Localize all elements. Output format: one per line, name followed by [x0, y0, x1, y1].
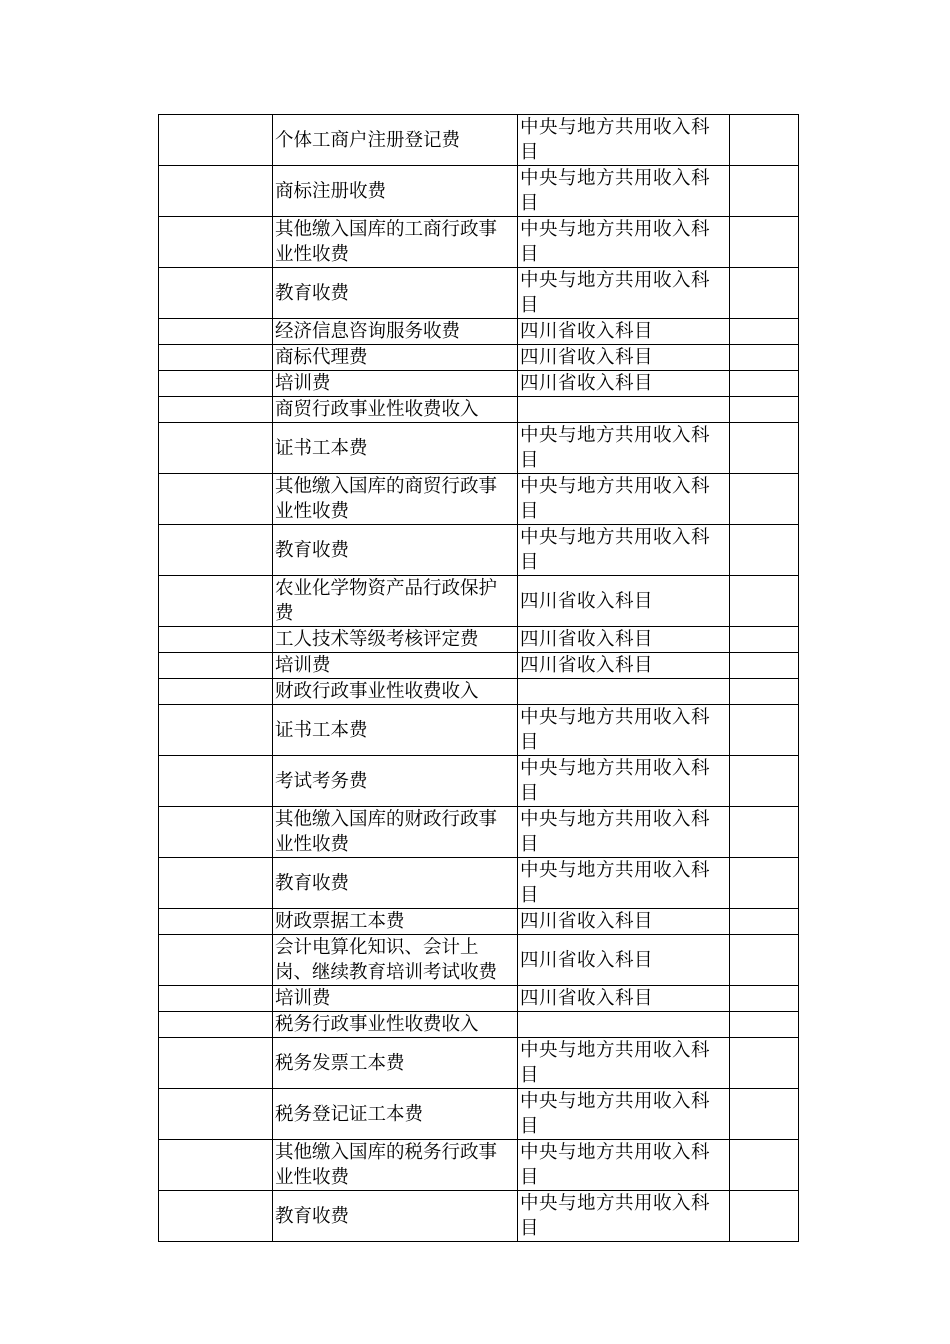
table-row	[159, 986, 799, 1012]
table-row	[159, 217, 799, 268]
table-row	[159, 756, 799, 807]
code-cell	[159, 115, 273, 166]
table-row	[159, 576, 799, 627]
category-cell: 四川省收入科目	[518, 986, 730, 1012]
category-cell: 中央与地方共用收入科目	[518, 268, 730, 319]
remark-cell	[730, 371, 799, 397]
table-row	[159, 653, 799, 679]
table-row	[159, 1089, 799, 1140]
item-name-cell: 个体工商户注册登记费	[273, 115, 518, 166]
remark-cell	[730, 858, 799, 909]
code-cell	[159, 576, 273, 627]
code-cell	[159, 423, 273, 474]
code-cell	[159, 986, 273, 1012]
code-cell	[159, 679, 273, 705]
code-cell	[159, 1191, 273, 1242]
category-cell: 四川省收入科目	[518, 576, 730, 627]
remark-cell	[730, 166, 799, 217]
code-cell	[159, 525, 273, 576]
remark-cell	[730, 1038, 799, 1089]
remark-cell	[730, 679, 799, 705]
table-row	[159, 319, 799, 345]
category-cell: 中央与地方共用收入科目	[518, 1038, 730, 1089]
table-row	[159, 1038, 799, 1089]
remark-cell	[730, 345, 799, 371]
code-cell	[159, 345, 273, 371]
remark-cell	[730, 986, 799, 1012]
code-cell	[159, 319, 273, 345]
code-cell	[159, 268, 273, 319]
item-name-cell: 证书工本费	[273, 705, 518, 756]
remark-cell	[730, 705, 799, 756]
category-cell: 中央与地方共用收入科目	[518, 807, 730, 858]
code-cell	[159, 756, 273, 807]
remark-cell	[730, 627, 799, 653]
item-name-cell: 税务发票工本费	[273, 1038, 518, 1089]
item-name-cell: 工人技术等级考核评定费	[273, 627, 518, 653]
category-cell: 中央与地方共用收入科目	[518, 474, 730, 525]
item-name-cell: 税务登记证工本费	[273, 1089, 518, 1140]
category-cell: 四川省收入科目	[518, 909, 730, 935]
category-cell: 中央与地方共用收入科目	[518, 1191, 730, 1242]
category-cell: 中央与地方共用收入科目	[518, 423, 730, 474]
item-name-cell: 经济信息咨询服务收费	[273, 319, 518, 345]
item-name-cell: 财政票据工本费	[273, 909, 518, 935]
item-name-cell: 其他缴入国库的商贸行政事业性收费	[273, 474, 518, 525]
code-cell	[159, 935, 273, 986]
table-row	[159, 1012, 799, 1038]
remark-cell	[730, 909, 799, 935]
item-name-cell: 培训费	[273, 653, 518, 679]
remark-cell	[730, 1089, 799, 1140]
category-cell: 中央与地方共用收入科目	[518, 525, 730, 576]
table-row	[159, 166, 799, 217]
table-row	[159, 1140, 799, 1191]
remark-cell	[730, 474, 799, 525]
code-cell	[159, 166, 273, 217]
table-row	[159, 474, 799, 525]
code-cell	[159, 397, 273, 423]
table-row	[159, 423, 799, 474]
category-cell: 中央与地方共用收入科目	[518, 1089, 730, 1140]
category-cell: 中央与地方共用收入科目	[518, 858, 730, 909]
item-name-cell: 商标注册收费	[273, 166, 518, 217]
table-row	[159, 345, 799, 371]
remark-cell	[730, 525, 799, 576]
category-cell	[518, 397, 730, 423]
table-row	[159, 627, 799, 653]
table-row	[159, 679, 799, 705]
table-row	[159, 371, 799, 397]
remark-cell	[730, 268, 799, 319]
item-name-cell: 财政行政事业性收费收入	[273, 679, 518, 705]
category-cell: 中央与地方共用收入科目	[518, 166, 730, 217]
remark-cell	[730, 397, 799, 423]
remark-cell	[730, 1191, 799, 1242]
category-cell: 中央与地方共用收入科目	[518, 1140, 730, 1191]
item-name-cell: 教育收费	[273, 268, 518, 319]
item-name-cell: 其他缴入国库的财政行政事业性收费	[273, 807, 518, 858]
item-name-cell: 教育收费	[273, 858, 518, 909]
table-row	[159, 525, 799, 576]
category-cell	[518, 679, 730, 705]
code-cell	[159, 653, 273, 679]
code-cell	[159, 627, 273, 653]
table-row	[159, 268, 799, 319]
item-name-cell: 教育收费	[273, 1191, 518, 1242]
item-name-cell: 其他缴入国库的税务行政事业性收费	[273, 1140, 518, 1191]
remark-cell	[730, 423, 799, 474]
remark-cell	[730, 217, 799, 268]
item-name-cell: 会计电算化知识、会计上岗、继续教育培训考试收费	[273, 935, 518, 986]
category-cell: 中央与地方共用收入科目	[518, 115, 730, 166]
category-cell: 四川省收入科目	[518, 653, 730, 679]
item-name-cell: 税务行政事业性收费收入	[273, 1012, 518, 1038]
table-row	[159, 397, 799, 423]
table-row	[159, 807, 799, 858]
remark-cell	[730, 1012, 799, 1038]
code-cell	[159, 1038, 273, 1089]
fee-table	[158, 114, 799, 1242]
table-row	[159, 935, 799, 986]
item-name-cell: 农业化学物资产品行政保护费	[273, 576, 518, 627]
code-cell	[159, 371, 273, 397]
category-cell: 四川省收入科目	[518, 627, 730, 653]
item-name-cell: 其他缴入国库的工商行政事业性收费	[273, 217, 518, 268]
category-cell: 四川省收入科目	[518, 935, 730, 986]
code-cell	[159, 807, 273, 858]
category-cell: 四川省收入科目	[518, 319, 730, 345]
code-cell	[159, 858, 273, 909]
remark-cell	[730, 756, 799, 807]
remark-cell	[730, 115, 799, 166]
remark-cell	[730, 653, 799, 679]
remark-cell	[730, 807, 799, 858]
item-name-cell: 教育收费	[273, 525, 518, 576]
remark-cell	[730, 935, 799, 986]
code-cell	[159, 909, 273, 935]
item-name-cell: 商标代理费	[273, 345, 518, 371]
remark-cell	[730, 1140, 799, 1191]
code-cell	[159, 1089, 273, 1140]
item-name-cell: 培训费	[273, 371, 518, 397]
item-name-cell: 证书工本费	[273, 423, 518, 474]
table-row	[159, 705, 799, 756]
item-name-cell: 考试考务费	[273, 756, 518, 807]
code-cell	[159, 705, 273, 756]
code-cell	[159, 217, 273, 268]
fee-table-body	[159, 115, 799, 1242]
category-cell: 中央与地方共用收入科目	[518, 705, 730, 756]
remark-cell	[730, 576, 799, 627]
table-row	[159, 115, 799, 166]
remark-cell	[730, 319, 799, 345]
category-cell: 中央与地方共用收入科目	[518, 217, 730, 268]
item-name-cell: 培训费	[273, 986, 518, 1012]
item-name-cell: 商贸行政事业性收费收入	[273, 397, 518, 423]
table-row	[159, 858, 799, 909]
category-cell: 四川省收入科目	[518, 371, 730, 397]
category-cell: 中央与地方共用收入科目	[518, 756, 730, 807]
code-cell	[159, 474, 273, 525]
table-row	[159, 909, 799, 935]
code-cell	[159, 1012, 273, 1038]
code-cell	[159, 1140, 273, 1191]
category-cell	[518, 1012, 730, 1038]
table-row	[159, 1191, 799, 1242]
category-cell: 四川省收入科目	[518, 345, 730, 371]
